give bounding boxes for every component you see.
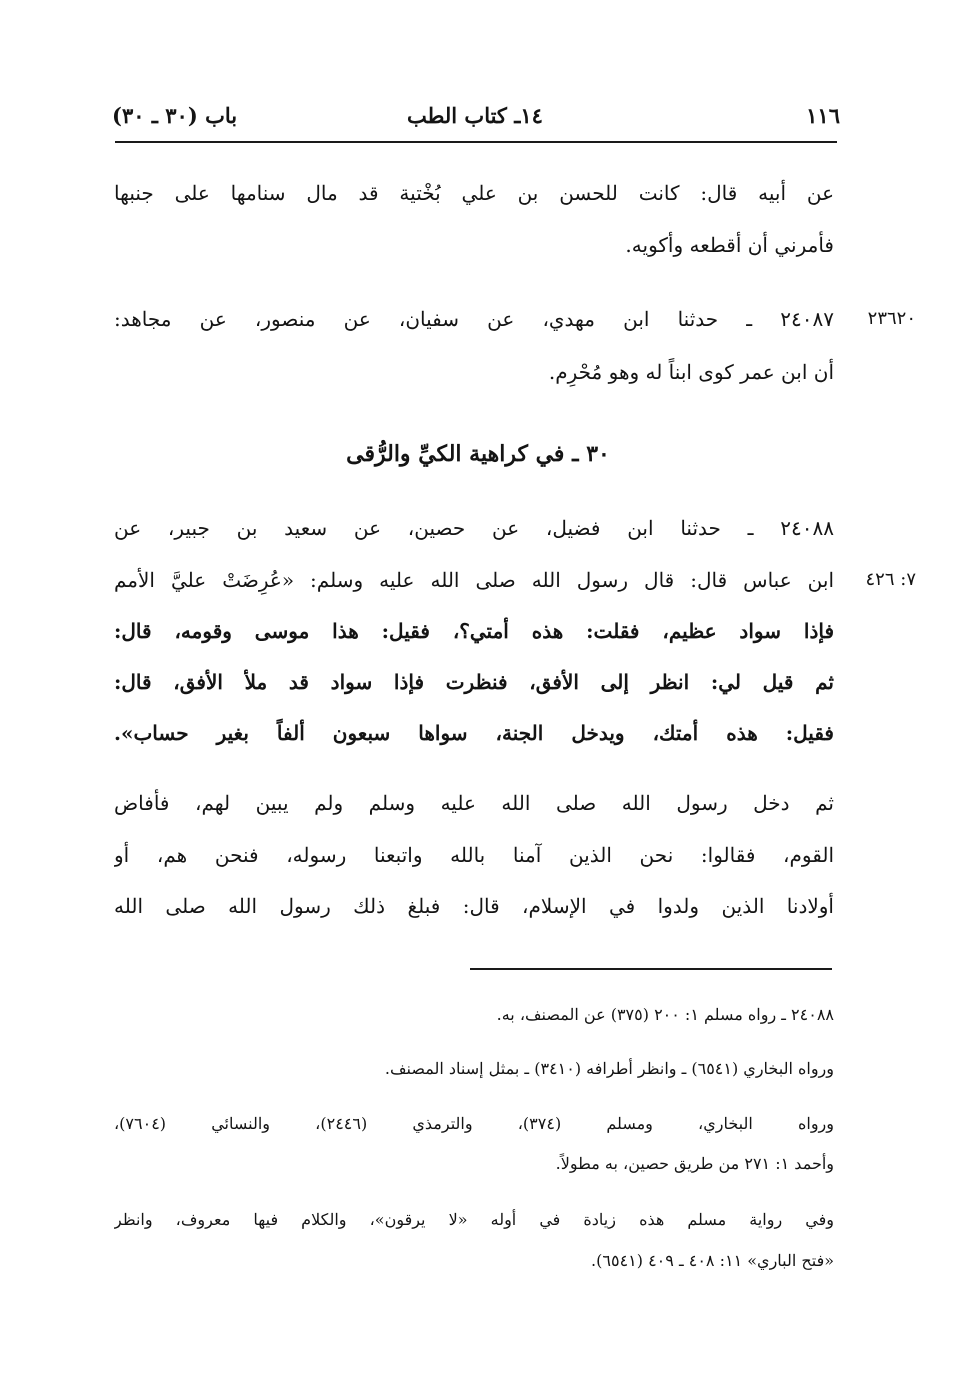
intro-line: فأمرني أن أقطعه وأكويه. — [625, 233, 834, 257]
footnote-line: «فتح الباري» ١١: ٤٠٨ ـ ٤٠٩ (٦٥٤١). — [591, 1251, 834, 1270]
intro-line: عن أبيه قال: كانت للحسن بن علي بُخْتية قد مال سنامها على جنبها — [114, 181, 834, 205]
footnote-line: وأحمد ١: ٢٧١ من طريق حصين، به مطولاً. — [555, 1154, 834, 1173]
footnote-line: وفي رواية مسلم هذه زيادة في أوله «لا يرقون»، والكلام فيها معروف، وانظر — [114, 1210, 834, 1229]
section-title: ٣٠ ـ في كراهية الكيِّ والرُّقى — [346, 441, 610, 467]
paragraph-line: ثم دخل رسول الله صلى الله عليه وسلم ولم يبين لهم، فأفاض — [114, 791, 834, 815]
hadith-line: أن ابن عمر كوى ابناً له وهو مُحْرِم. — [548, 360, 834, 384]
hadith-line: فقيل: هذه أمتك، ويدخل الجنة، سواها سبعون ألفاً بغير حساب». — [114, 721, 834, 745]
footnote-line: ورواه البخاري (٦٥٤١) ـ وانظر أطرافه (٣٤١٠) ـ بمثل إسناد المصنف. — [384, 1059, 834, 1078]
hadith-line: ٢٤٠٨٨ ـ حدثنا ابن فضيل، عن حصين، عن سعيد بن جبير، عن — [114, 516, 834, 540]
hadith-line: ثم قيل لي: انظر إلى الأفق، فنظرت فإذا سواد قد ملأ الأفق، قال: — [114, 670, 834, 694]
footnote-divider — [470, 968, 832, 970]
margin-reference: ٧: ٤٢٦ — [865, 569, 916, 590]
paragraph-line: أولادنا الذين ولدوا في الإسلام، قال: فبلغ ذلك رسول الله صلى الله — [114, 894, 834, 918]
hadith-line: ابن عباس قال: قال رسول الله صلى الله عليه وسلم: «عُرِضَتْ عليَّ الأمم — [114, 568, 834, 592]
footnote-line: ٢٤٠٨٨ ـ رواه مسلم ١: ٢٠٠ (٣٧٥) عن المصنف، به. — [496, 1005, 834, 1024]
hadith-line: ٢٤٠٨٧ ـ حدثنا ابن مهدي، عن سفيان، عن منصور، عن مجاهد: — [114, 307, 834, 331]
hadith-line: فإذا سواد عظيم، فقلت: هذه أمتي؟، فقيل: هذا موسى وقومه، قال: — [114, 619, 834, 643]
margin-reference: ٢٣٦٢٠ — [867, 308, 916, 329]
footnote-line: ورواه البخاري، ومسلم (٣٧٤)، والترمذي (٢٤٤٦)، والنسائي (٧٦٠٤)، — [114, 1114, 834, 1133]
chapter-range: باب (٣٠ ـ ٣٠) — [112, 103, 238, 128]
paragraph-line: القوم، فقالوا: نحن الذين آمنا بالله واتبعنا رسوله، فنحن هم، أو — [114, 843, 834, 867]
page-number: ١١٦ — [806, 103, 840, 128]
book-title: ١٤ـ كتاب الطب — [407, 103, 543, 128]
header-divider — [115, 141, 837, 143]
